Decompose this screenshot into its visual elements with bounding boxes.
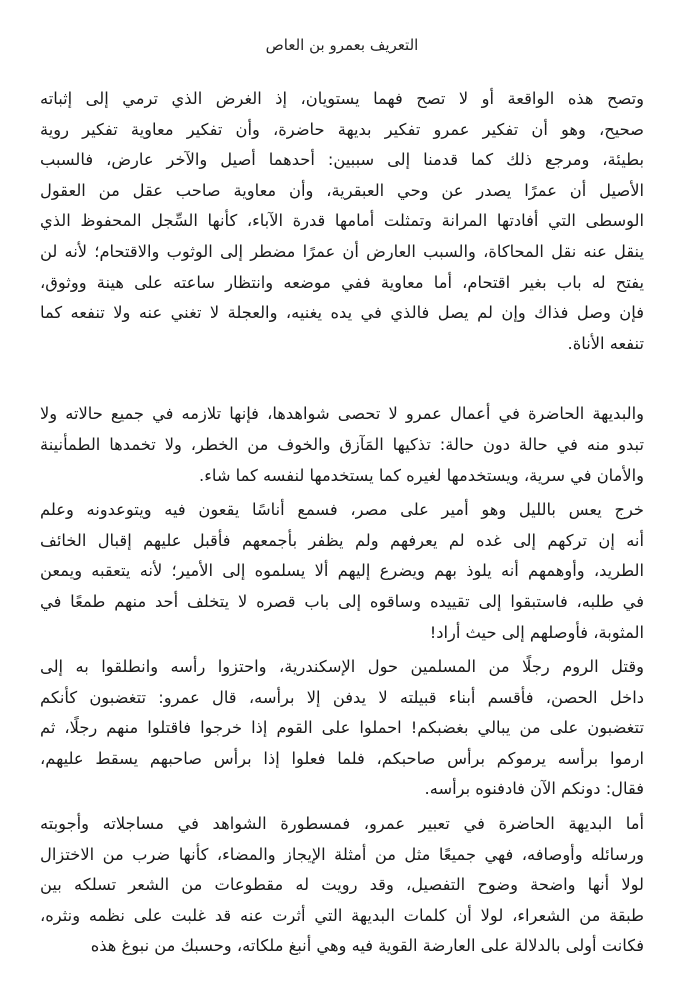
text-line: والبديهة الحاضرة في أعمال عمرو لا تحصى شواهدها، فإنها تلازمه في جميع حالاته ولا [40, 404, 644, 424]
text-line: تبدو منه في حالة دون حالة: تذكيها المَآزق والخوف من الخطر، ولا تخمدها الطمأنينة [40, 434, 644, 454]
paragraph [40, 84, 644, 359]
text-line: وتصح هذه الواقعة أو لا تصح فهما يستويان، إذ الغرض الذي ترمي إلى إثباته [40, 89, 644, 108]
text-line: الوسطى التي أفادتها المرانة وتمثلت أمامها قدرة الآباء، كأنها السِّجل المحفوظ الذي [40, 211, 644, 231]
text-line: لولا أنها واضحة وضوح التفصيل، وقد رويت له مقطوعات من الشعر تسلكه بين [40, 875, 644, 895]
text-line: وقتل الروم رجلًا من المسلمين حول الإسكندرية، واحتزوا رأسه وانطلقوا به إلى [40, 657, 644, 677]
text-line: أما البديهة الحاضرة في تعبير عمرو، فمسطورة الشواهد في مساجلاته وأجوبته [40, 814, 644, 834]
text-line: فإن وصل فذاك وإن لم يصل فالذي في يده يغنيه، والعجلة لا تغني عنه ولا تنفعه كما [40, 303, 644, 323]
text-line: ارموا برأسه يرموكم برأس صاحبكم، فلما فعلوا إذا برأس صاحبهم يسقط عليهم، [40, 748, 644, 768]
paragraph [40, 495, 644, 648]
text-line: ينقل عنه نقل المحاكاة، والسبب العارض أن عمرًا مضطر إلى الوثوب والاقتحام؛ لأنه لن [40, 241, 644, 261]
text-line: الأصيل أن عمرًا يصدر عن وحي العبقرية، وأن معاوية صاحب عقل من العقول [40, 180, 644, 200]
paragraph [40, 652, 644, 805]
text-line: يفتح له باب بغير اقتحام، أما معاوية ففي موضعه وانتظار ساعته على هينة ووثوق، [40, 272, 644, 292]
paragraph [40, 399, 644, 491]
text-line: الطريد، وأوهمهم أنه يلوذ بهم ويضرع إليهم ألا يسلموه إلى الأمير؛ لأنه يتعقبه ويمعن [40, 561, 644, 581]
text-line: فكانت أولى بالدلالة على العارضة القوية فيه وهي أنبغ ملكاته، وحسبك من نبوغ هذه [90, 936, 644, 956]
text-line: صحيح، وهو أن تفكير عمرو تفكير بديهة حاضرة، وأن تفكير معاوية تفكير روية [40, 119, 644, 139]
text-line: أنه إن تركهم إلى غده لم يعرفهم ولم يظفر بأجمعهم فأقبل عليهم إقبال الخائف [40, 530, 644, 550]
paragraph [40, 809, 644, 962]
text-line: ورسائله وأوصافه، فهي جميعًا مثل من أمثلة الإيجاز والمضاء، كأنها ضرب من الاختزال [40, 844, 644, 864]
body-text [40, 84, 644, 962]
text-line: في طلبه، فاستبقوا إلى تقييده وساقوه إلى باب قصره لا يتخلف أحد منهم طمعًا في [40, 591, 644, 611]
text-line: بطيئة، ومرجع ذلك كما قدمنا إلى سببين: أحدهما أصيل والآخر عارض، فالسبب [40, 150, 644, 170]
text-line: تنفعه الأناة. [567, 333, 644, 353]
text-line: والأمان في سرية، ويستخدمها لغيره كما يستخدمها لنفسه كما شاء. [199, 465, 644, 485]
text-line: خرج يعس بالليل وهو أمير على مصر، فسمع أناسًا يقعون فيه ويتوعدونه وعلم [40, 500, 644, 520]
text-line: طبقة من الشعراء، لولا أن كلمات البديهة التي أثرت عنه قد غلبت على نظمه ونثره، [40, 905, 644, 925]
running-head: التعريف بعمرو بن العاص [265, 36, 419, 54]
text-line: داخل الحصن، فأقسم أبناء قبيلته لا يدفن إلا برأسه، قال عمرو: تتغضبون كأنكم [40, 687, 644, 707]
text-line: المثوبة، فأوصلهم إلى حيث أراد! [429, 622, 644, 642]
text-line: فقال: دونكم الآن فادفنوه برأسه. [424, 779, 644, 799]
text-line: تتغضبون على من يبالي بغضبكم! احملوا على القوم إذا خرجوا فاقتلوا منهم رجلًا، ثم [40, 718, 644, 738]
